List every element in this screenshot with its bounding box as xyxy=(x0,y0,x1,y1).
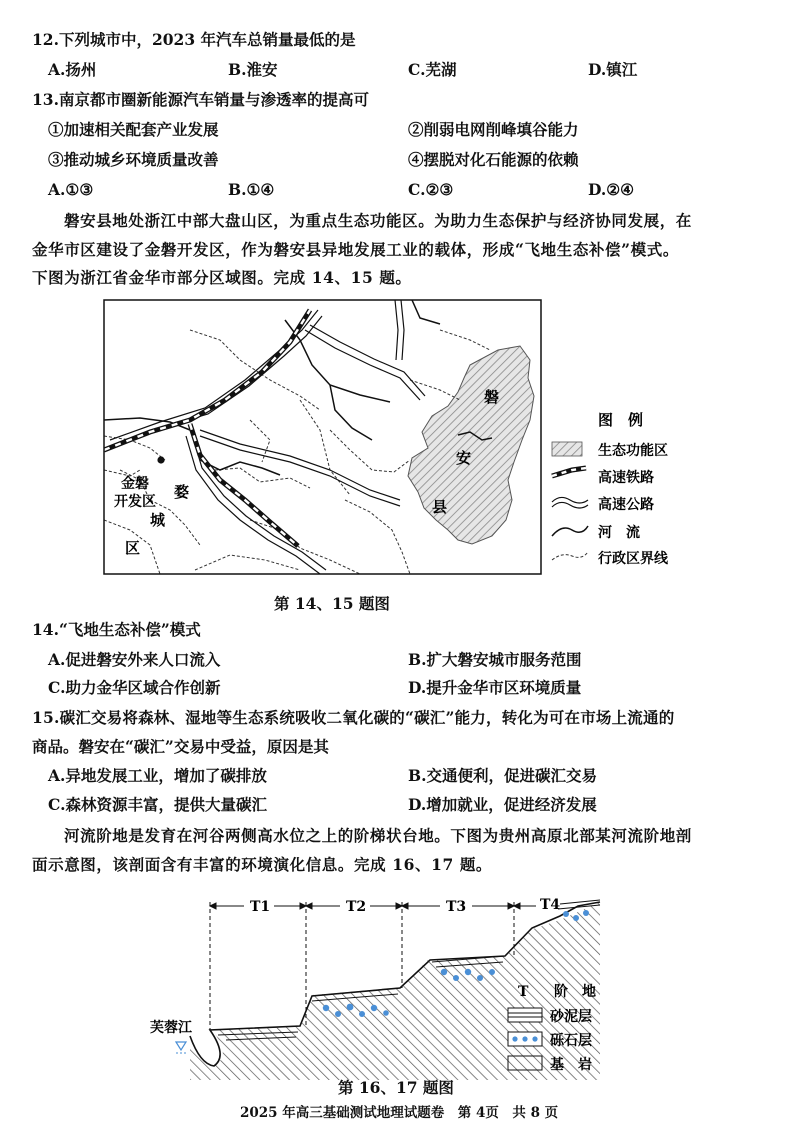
terrace-profile-diagram xyxy=(0,880,800,1080)
terrace-label-t3: T3 xyxy=(446,899,467,915)
map-caption: 第 14、15 题图 xyxy=(274,594,390,613)
legend-swatch-bedrock xyxy=(508,1056,542,1070)
passage1-line-2: 金华市区建设了金磐开发区，作为磐安县异地发展工业的载体，形成“飞地生态补偿”模式。 xyxy=(32,240,679,259)
passage2-line-2: 面示意图，该剖面含有丰富的环境演化信息。完成 16、17 题。 xyxy=(32,855,493,874)
q15-option-d[interactable]: D.增加就业，促进经济发展 xyxy=(408,795,597,814)
q15-stem-line-2: 商品。磐安在“碳汇”交易中受益，原因是其 xyxy=(32,737,329,756)
map-label-qu: 区 xyxy=(125,539,141,557)
q14-option-c[interactable]: C.助力金华区域合作创新 xyxy=(48,678,221,697)
q12-option-d[interactable]: D.镇江 xyxy=(588,60,638,79)
q12-option-c[interactable]: C.芜湖 xyxy=(408,60,457,79)
q15-stem-line-1: 15.碳汇交易将森林、湿地等生态系统吸收二氧化碳的“碳汇”能力，转化为可在市场上流通的 xyxy=(32,708,675,727)
map-label-cheng: 城 xyxy=(150,511,166,529)
terrace-legend-bedrock: 基 岩 xyxy=(550,1057,592,1073)
q14-option-d[interactable]: D.提升金华市区环境质量 xyxy=(408,678,582,697)
map-legend-river: 河 流 xyxy=(598,525,640,541)
terrace-legend-terrace: 阶 地 xyxy=(554,984,596,1000)
map-label-kaifaqu: 开发区 xyxy=(114,494,156,510)
map-legend xyxy=(552,411,669,567)
map-legend-boundary: 行政区界线 xyxy=(598,551,668,567)
legend-swatch-river xyxy=(552,526,588,536)
terrace-legend-gravel: 砾石层 xyxy=(550,1033,592,1049)
terrace-label-t2: T2 xyxy=(346,899,367,915)
ecological-zone-area xyxy=(408,346,534,544)
legend-swatch-boundary xyxy=(552,552,588,560)
passage1-line-3: 下图为浙江省金华市部分区域图。完成 14、15 题。 xyxy=(32,268,412,287)
q12-stem: 12.下列城市中，2023 年汽车总销量最低的是 xyxy=(32,30,356,49)
q13-stem: 13.南京都市圈新能源汽车销量与渗透率的提高可 xyxy=(32,90,369,109)
passage1-line-1: 磐安县地处浙江中部大盘山区，为重点生态功能区。为助力生态保护与经济协同发展，在 xyxy=(64,211,692,230)
q13-item-2: ②削弱电网削峰填谷能力 xyxy=(408,120,579,139)
q14-option-b[interactable]: B.扩大磐安城市服务范围 xyxy=(408,650,582,669)
legend-swatch-eco xyxy=(552,442,582,456)
jinpan-point-marker xyxy=(157,456,164,463)
map-legend-highway: 高速公路 xyxy=(598,497,654,513)
q13-option-a[interactable]: A.①③ xyxy=(48,180,94,199)
terrace-legend-sandmud: 砂泥层 xyxy=(550,1009,592,1025)
q12-option-a[interactable]: A.扬州 xyxy=(48,60,97,79)
q13-item-3: ③推动城乡环境质量改善 xyxy=(48,150,219,169)
river-label: 芙蓉江 xyxy=(150,1020,192,1036)
map-legend-railway: 高速铁路 xyxy=(598,470,654,486)
q15-option-a[interactable]: A.异地发展工业，增加了碳排放 xyxy=(48,766,267,785)
river-water-icon xyxy=(176,1042,186,1050)
terrace-label-t4: T4 xyxy=(540,897,561,913)
legend-swatch-railway xyxy=(552,468,586,476)
terrace-legend-key-t: T xyxy=(518,984,529,1000)
q13-item-1: ①加速相关配套产业发展 xyxy=(48,120,219,139)
q14-option-a[interactable]: A.促进磐安外来人口流入 xyxy=(48,650,221,669)
map-label-xian: 县 xyxy=(432,498,448,516)
page-footer: 2025 年高三基础测试地理试题卷 第 4页 共 8 页 xyxy=(240,1105,559,1121)
map-label-wu: 婺 xyxy=(174,483,190,501)
map-label-pan: 磐 xyxy=(484,388,500,406)
map-label-an: 安 xyxy=(456,449,472,467)
q15-option-c[interactable]: C.森林资源丰富，提供大量碳汇 xyxy=(48,795,267,814)
map-legend-title: 图 例 xyxy=(598,411,644,429)
legend-swatch-highway xyxy=(552,497,588,503)
q13-option-b[interactable]: B.①④ xyxy=(228,180,275,199)
passage2-line-1: 河流阶地是发育在河谷两侧高水位之上的阶梯状台地。下图为贵州高原北部某河流阶地剖 xyxy=(64,826,692,845)
legend-swatch-sandmud xyxy=(508,1008,542,1022)
q12-option-b[interactable]: B.淮安 xyxy=(228,60,278,79)
terrace-label-t1: T1 xyxy=(250,899,271,915)
q15-option-b[interactable]: B.交通便利，促进碳汇交易 xyxy=(408,766,597,785)
high-speed-railway xyxy=(104,310,310,450)
map-legend-eco: 生态功能区 xyxy=(598,443,668,459)
q13-item-4: ④摆脱对化石能源的依赖 xyxy=(408,150,579,169)
q13-option-c[interactable]: C.②③ xyxy=(408,180,454,199)
terrace-caption: 第 16、17 题图 xyxy=(338,1078,454,1097)
bedrock-layer xyxy=(190,902,600,1080)
q13-option-d[interactable]: D.②④ xyxy=(588,180,635,199)
map-label-jinpan: 金磐 xyxy=(121,476,149,492)
q14-stem: 14.“飞地生态补偿”模式 xyxy=(32,620,201,639)
